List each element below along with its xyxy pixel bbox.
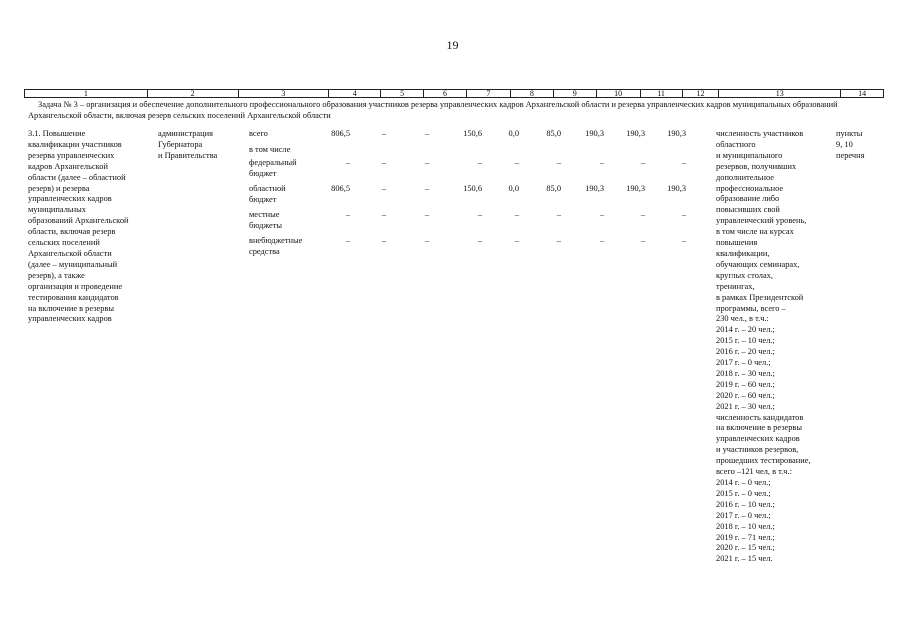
- funding-value: 190,3: [667, 184, 686, 193]
- source-label-total: всего: [249, 129, 268, 138]
- source-label-extrabudget: внебюджетные средства: [249, 236, 303, 256]
- indicators-cell: численность участников областного и муниципального резервов, получивших дополнительное профессиональное образование либо повысивших свой управленческий уровень, в том числе на курсах повышения квалификации, обучающих семинарах, круглых столах, тренингах, в рамках Президентской программы, всего – 230 чел., в т.ч.: 2014 г. – 20 чел.; 2015 г. – 10 чел.; 2016 г. – 20 чел.; 2017 г. – 0 чел.; 2018 г. – 30 чел.; 2019 г. – 60 чел.; 2020 г. – 60 чел.; 2021 г. – 30 чел.; численность кандидатов на включение в резервы управленческих кадров и участников резервов, прошедших тестирование, всего –121 чел, в т.ч.: 2014 г. – 0 чел.; 2015 г. – 0 чел.; 2016 г. – 10 чел.; 2017 г. – 0 чел.; 2018 г. – 10 чел.; 2019 г. – 71 чел.; 2020 г. – 15 чел.; 2021 г. – 15 чел.: [716, 129, 811, 564]
- header-cell: 12: [683, 90, 720, 97]
- header-cell: 9: [554, 90, 597, 97]
- funding-value: –: [381, 184, 386, 193]
- funding-value: –: [345, 210, 350, 219]
- funding-value: 150,6: [463, 184, 482, 193]
- funding-value: –: [424, 184, 429, 193]
- header-cell: 7: [467, 90, 511, 97]
- funding-value: 806,5: [331, 129, 350, 138]
- activity-cell: 3.1. Повышение квалификации участников резерва управленческих кадров Архангельской области (далее – областной резерв) и резерва управленческих кадров муниципальных образований Архангельской области, включая резерв сельских поселений Архангельской области (далее – муниципальный резерв), а также организация и проведение тестирования кандидатов на включение в резервы управленческих кадров: [28, 129, 129, 324]
- header-cell: 5: [381, 90, 424, 97]
- header-cell: 3: [239, 90, 330, 97]
- funding-value: –: [381, 158, 386, 167]
- funding-value: 0,0: [508, 129, 519, 138]
- header-cell: 8: [511, 90, 554, 97]
- header-cell: 6: [424, 90, 467, 97]
- header-cell: 14: [858, 90, 867, 97]
- funding-value: –: [345, 158, 350, 167]
- source-label-regional: областной бюджет: [249, 184, 286, 204]
- table-header-row: [24, 89, 884, 98]
- funding-value: –: [424, 158, 429, 167]
- funding-value: –: [599, 158, 604, 167]
- funding-value: 190,3: [667, 129, 686, 138]
- funding-value: –: [424, 210, 429, 219]
- funding-value: –: [477, 210, 482, 219]
- funding-value: –: [556, 158, 561, 167]
- funding-value: 85,0: [546, 129, 561, 138]
- source-label-including: в том числе: [249, 145, 291, 154]
- task-heading: Задача № 3 – организация и обеспечение дополнительного профессионального образования участников резерва управленческих кадров Архангельской области и резерва управленческих кадров муниципальных образований Архангельской области, включая резерв сельских поселений Архангельской области: [28, 100, 838, 120]
- funding-value: 806,5: [331, 184, 350, 193]
- funding-value: –: [514, 158, 519, 167]
- source-label-local: местные бюджеты: [249, 210, 283, 230]
- funding-value: –: [681, 158, 686, 167]
- funding-value: –: [381, 129, 386, 138]
- funding-value: –: [514, 210, 519, 219]
- funding-value: –: [514, 236, 519, 245]
- funding-value: –: [477, 158, 482, 167]
- funding-value: –: [381, 210, 386, 219]
- funding-value: –: [640, 158, 645, 167]
- funding-value: –: [345, 236, 350, 245]
- funding-value: –: [424, 129, 429, 138]
- funding-value: –: [599, 236, 604, 245]
- header-cell: 4: [329, 90, 381, 97]
- funding-value: –: [556, 236, 561, 245]
- points-cell: пункты 9, 10 перечня: [836, 129, 865, 160]
- header-cell: 13: [719, 90, 841, 97]
- funding-value: 85,0: [546, 184, 561, 193]
- funding-value: –: [599, 210, 604, 219]
- funding-value: –: [477, 236, 482, 245]
- funding-value: –: [640, 236, 645, 245]
- funding-value: –: [424, 236, 429, 245]
- header-cell: 2: [148, 90, 239, 97]
- funding-value: –: [556, 210, 561, 219]
- funding-value: 190,3: [585, 129, 604, 138]
- funding-value: 190,3: [626, 129, 645, 138]
- header-cell: 1: [25, 90, 148, 97]
- funding-value: 190,3: [585, 184, 604, 193]
- funding-value: –: [381, 236, 386, 245]
- source-label-federal: федеральный бюджет: [249, 158, 297, 178]
- funding-value: –: [681, 210, 686, 219]
- funding-value: 150,6: [463, 129, 482, 138]
- funding-value: 190,3: [626, 184, 645, 193]
- executor-cell: администрация Губернатора и Правительства: [158, 129, 218, 160]
- header-cell: 10: [597, 90, 641, 97]
- funding-value: –: [681, 236, 686, 245]
- header-cell: 11: [641, 90, 683, 97]
- funding-value: –: [640, 210, 645, 219]
- page-number: 19: [446, 38, 459, 52]
- funding-value: 0,0: [508, 184, 519, 193]
